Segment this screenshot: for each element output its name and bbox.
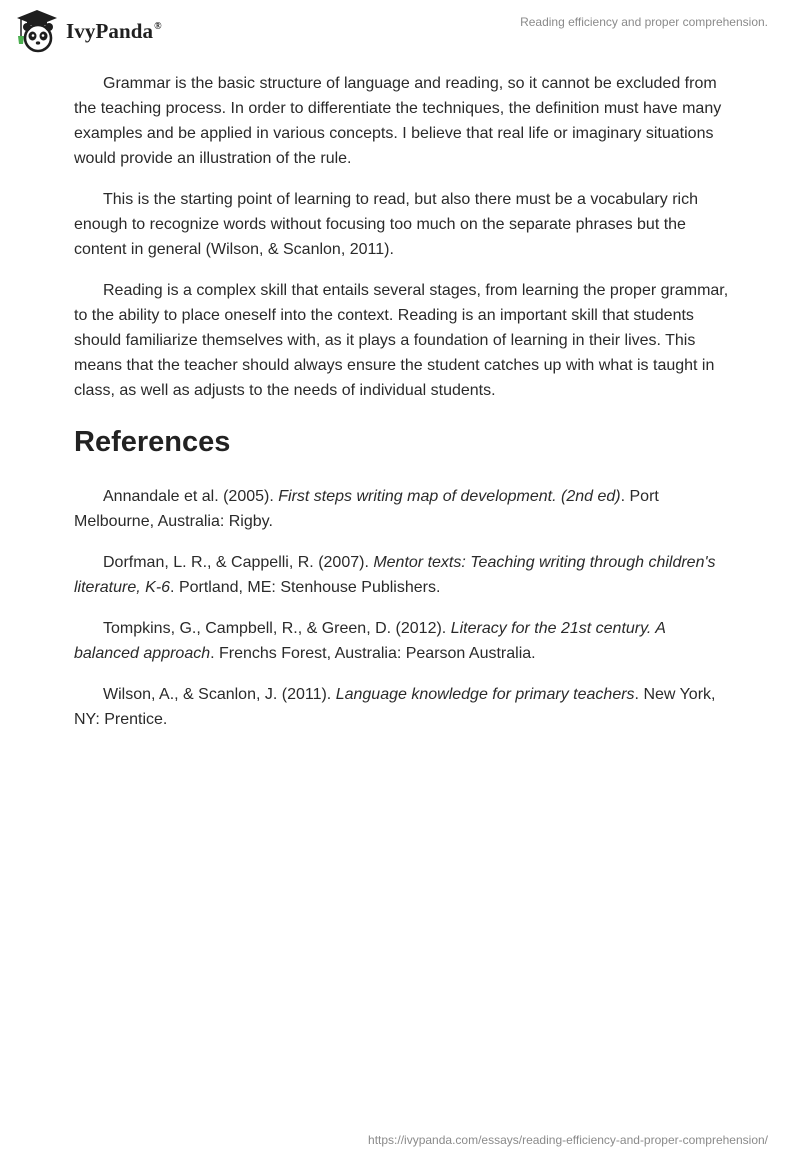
reference-item: Annandale et al. (2005). First steps writing map of development. (2nd ed). Port Melbourne, Australia: Rigby. <box>74 488 659 530</box>
page-header <box>0 0 800 60</box>
body-paragraph: This is the starting point of learning to read, but also there must be a vocabulary rich enough to recognize words without focusing too much on the separate phrases but the content in general (Wilson, & Scanlon, 2011). <box>74 191 698 258</box>
reference-title: Literacy for the 21st century. A balanced approach <box>74 620 666 662</box>
reference-title: Language knowledge for primary teachers <box>335 686 635 703</box>
references-heading: References <box>74 426 231 458</box>
reference-title: Mentor texts: Teaching writing through children's literature, K-6 <box>74 554 716 596</box>
panda-graduation-icon <box>14 8 60 54</box>
reference-item: Wilson, A., & Scanlon, J. (2011). Language knowledge for primary teachers. New York, NY: Prentice. <box>74 686 716 728</box>
reference-item: Tompkins, G., Campbell, R., & Green, D. (2012). Literacy for the 21st century. A balanced approach. Frenchs Forest, Australia: Pearson Australia. <box>74 620 666 662</box>
body-paragraph: Reading is a complex skill that entails several stages, from learning the proper grammar, to the ability to place oneself into the context. Reading is an important skill that students should familiarize themselves with, as it plays a foundation of learning in their lives. This means that the teacher should always ensure the student catches up with what is taught in class, as well as adjusts to the needs of individual students. <box>74 282 729 399</box>
body-paragraph: Grammar is the basic structure of language and reading, so it cannot be excluded from the teaching process. In order to differentiate the techniques, the definition must have many examples and be applied in various concepts. I believe that real life or imaginary situations would provide an illustration of the rule. <box>74 75 722 167</box>
source-url[interactable]: https://ivypanda.com/essays/reading-efficiency-and-proper-comprehension/ <box>368 1133 768 1147</box>
reference-item: Dorfman, L. R., & Cappelli, R. (2007). Mentor texts: Teaching writing through children's literature, K-6. Portland, ME: Stenhouse Publishers. <box>74 554 716 596</box>
essay-content <box>74 71 730 748</box>
brand-name: IvyPanda® <box>66 18 162 43</box>
reference-title: First steps writing map of development. (2nd ed) <box>278 488 621 505</box>
ivypanda-logo[interactable] <box>14 8 162 54</box>
document-title: Reading efficiency and proper comprehension. <box>520 15 768 29</box>
